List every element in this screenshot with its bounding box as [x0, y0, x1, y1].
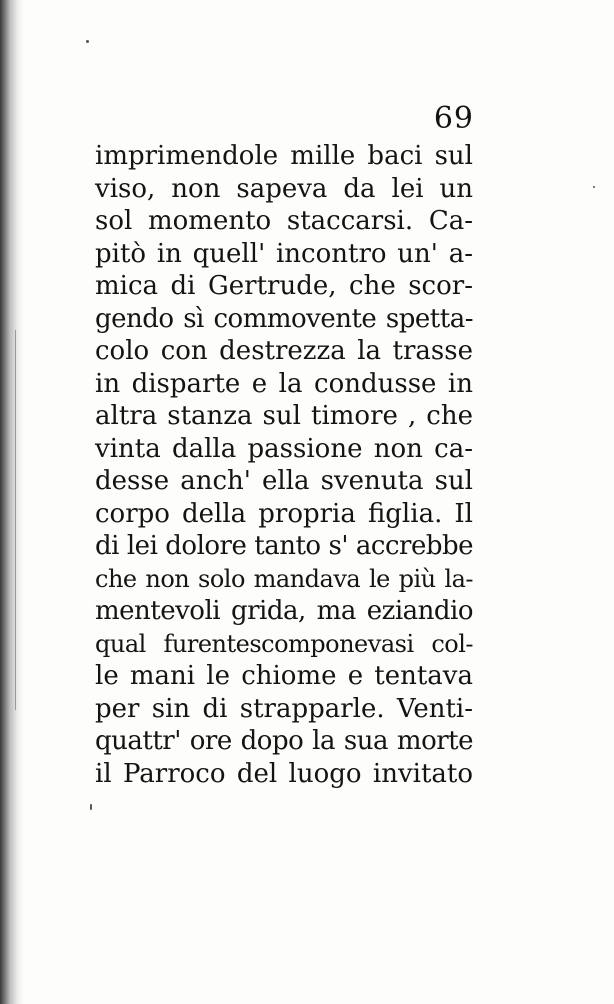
text-line: pitò in quell' incontro un' a- [95, 238, 473, 269]
page-number: 69 [433, 101, 474, 136]
text-line: quattr' ore dopo la sua morte [95, 726, 473, 756]
text-line: mentevoli grida, ma eziandio [95, 596, 473, 626]
text-line: gendo sì commovente spetta- [95, 303, 473, 334]
page-gutter-shadow [0, 0, 24, 1004]
text-line: altra stanza sul timore , che [95, 401, 473, 431]
text-line: per sin di strapparle. Venti- [95, 693, 473, 724]
text-line: che non solo mandava le più la- [95, 564, 473, 593]
text-line: vinta dalla passione non ca- [95, 433, 473, 464]
paper-speck [593, 186, 595, 188]
paper-speck [90, 804, 92, 810]
text-line: qual furentescomponevasi col- [95, 629, 473, 658]
text-line: desse anch' ella svenuta sul [95, 466, 473, 496]
paper-speck [86, 40, 89, 43]
page-gutter-line [15, 330, 16, 710]
text-line: mica di Gertrude, che scor- [95, 271, 473, 301]
text-line: in disparte e la condusse in [95, 368, 473, 399]
text-line: il Parroco del luogo invitato [95, 758, 473, 789]
text-line: colo con destrezza la trasse [95, 336, 473, 366]
text-line: corpo della propria figlia. Il [95, 498, 473, 529]
text-line: sol momento staccarsi. Ca- [95, 206, 473, 236]
text-line: viso, non sapeva da lei un [95, 173, 473, 204]
text-line: le mani le chiome e tentava [95, 661, 473, 691]
text-line: di lei dolore tanto s' accrebbe [95, 531, 473, 561]
body-text [95, 140, 473, 790]
text-line: imprimendole mille baci sul [95, 141, 473, 171]
